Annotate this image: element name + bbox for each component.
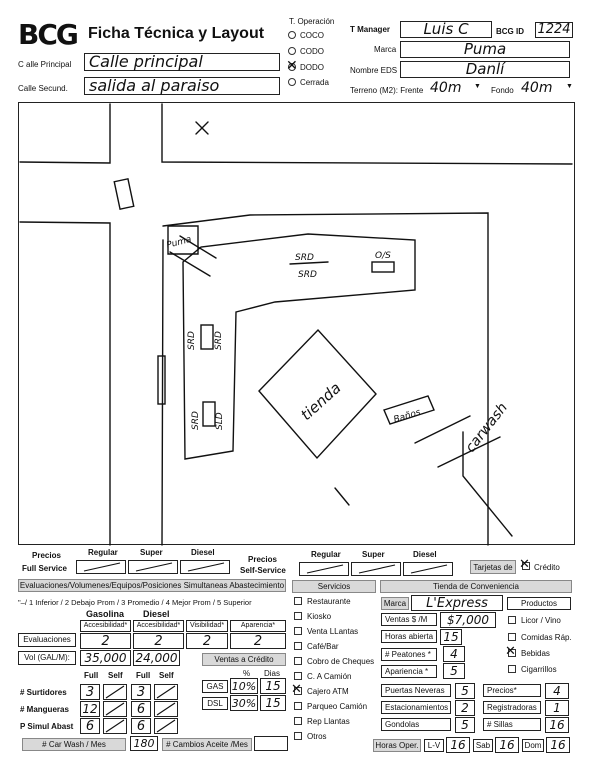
t-manager-label: T Manager: [350, 25, 391, 34]
lv-field[interactable]: 16: [446, 737, 470, 753]
srd-top-label: SRD: [295, 253, 314, 263]
dom-label: Dom: [522, 739, 544, 752]
checkbox-venta-llantas[interactable]: [294, 627, 302, 635]
servicio-ca-camion: C. A Camión: [307, 672, 352, 681]
peatones-field[interactable]: 4: [443, 646, 465, 662]
apariencia-tienda-field[interactable]: 5: [443, 663, 465, 679]
col-diesel-full: Diesel: [191, 548, 215, 557]
surtidores-label: # Surtidores: [20, 688, 67, 697]
producto-licor-vino: Licor / Vino: [521, 616, 561, 625]
lv-label: L-V: [424, 739, 444, 752]
gondolas-field[interactable]: 5: [455, 717, 475, 733]
sillas-label: # Sillas: [483, 718, 541, 731]
gas-credit-label: GAS: [202, 680, 228, 693]
estacionamientos-label: Estacionamientos: [381, 701, 451, 714]
full-service-label: Full Service: [22, 564, 67, 573]
pct-col-label: %: [243, 669, 251, 678]
puertas-neveras-label: Puertas Neveras: [381, 684, 451, 697]
servicio-restaurante: Restaurante: [307, 597, 351, 606]
servicio-parqueo-camion: Parqueo Camión: [307, 702, 368, 711]
sab-field[interactable]: 16: [495, 737, 519, 753]
mangueras-label: # Mangueras: [20, 705, 69, 714]
terreno-label: Terreno (M2): Frente: [350, 86, 424, 95]
checkbox-restaurante[interactable]: [294, 597, 302, 605]
surtidores-diesel-full[interactable]: 3: [131, 684, 151, 700]
estacionamientos-field[interactable]: 2: [455, 700, 475, 716]
col-regular-self: Regular: [311, 550, 341, 559]
apariencia-tienda-label: Apariencia *: [381, 665, 437, 678]
tarjetas-label: Tarjetas de: [470, 560, 516, 574]
cambios-aceite-field[interactable]: [254, 736, 288, 751]
calle-principal-label: C alle Principal: [18, 60, 72, 69]
bebidas-check-icon: ✕: [505, 644, 516, 659]
fondo-dropdown-icon[interactable]: ▼: [566, 83, 573, 90]
srd-low-label: SRD: [191, 411, 201, 430]
gasolina-label: Gasolina: [86, 609, 125, 619]
servicio-cafe-bar: Café/Bar: [307, 642, 339, 651]
cajero-atm-check-icon: ✕: [291, 682, 302, 697]
checkbox-cafe-bar[interactable]: [294, 642, 302, 650]
page-title: Ficha Técnica y Layout: [88, 25, 265, 42]
option-dodo-label: DODO: [300, 63, 324, 72]
simul-gas-full[interactable]: 6: [80, 718, 100, 734]
self-gas-col-label: Self: [108, 671, 123, 680]
fondo-label: Fondo: [491, 86, 514, 95]
vol-gas-field[interactable]: 35,000: [80, 650, 131, 666]
calle-secund-field[interactable]: salida al paraiso: [84, 77, 280, 95]
car-wash-field[interactable]: 180: [130, 736, 158, 751]
servicio-cobro-cheques: Cobro de Cheques: [307, 657, 375, 666]
servicio-venta-llantas: Venta LLantas: [307, 627, 359, 636]
horas-abierta-field[interactable]: 15: [440, 629, 462, 645]
evaluaciones-header: Evaluaciones/Volumenes/Equipos/Posiciones Simultaneas Abastecimiento: [19, 581, 285, 590]
accesibilidad-diesel-header: Accesibilidad*: [133, 620, 184, 632]
carwash-label: carwash: [462, 399, 511, 456]
checkbox-cigarrillos[interactable]: [508, 665, 516, 673]
os-label: O/S: [375, 251, 391, 261]
mangueras-diesel-full[interactable]: 6: [131, 701, 151, 717]
tienda-marca-label: Marca: [381, 597, 409, 610]
horas-oper-label: Horas Oper.: [373, 739, 421, 752]
dsl-credit-dias[interactable]: 15: [260, 695, 286, 711]
bcg-id-label: BCG ID: [496, 27, 524, 36]
dsl-credit-pct[interactable]: 30%: [231, 696, 257, 710]
banos-label: Baños: [392, 407, 422, 426]
car-wash-label: # Car Wash / Mes: [22, 738, 126, 751]
checkbox-ca-camion[interactable]: [294, 672, 302, 680]
tienda-marca-field[interactable]: L'Express: [411, 595, 503, 611]
col-regular-full: Regular: [88, 548, 118, 557]
dias-col-label: Dias: [264, 669, 281, 678]
credito-check-icon: ✕: [519, 557, 530, 572]
col-diesel-self: Diesel: [413, 550, 437, 559]
checkbox-comidas-rapidas[interactable]: [508, 633, 516, 641]
full-gas-col-label: Full: [84, 671, 99, 680]
eval-accesibilidad-gas[interactable]: 2: [80, 633, 131, 649]
t-manager-field[interactable]: Luis C: [400, 21, 492, 38]
surtidores-gas-full[interactable]: 3: [80, 684, 100, 700]
servicio-kiosko: Kiosko: [307, 612, 332, 621]
sld-low-label: SLD: [215, 412, 225, 430]
checkbox-parqueo-camion[interactable]: [294, 702, 302, 710]
productos-header: Productos: [507, 597, 571, 610]
option-codo-label: CODO: [300, 47, 324, 56]
srd-top-label-2: SRD: [298, 270, 317, 280]
frente-dropdown-icon[interactable]: ▼: [474, 83, 481, 90]
ventas-label: Ventas $ /M: [381, 613, 437, 626]
eval-visibilidad[interactable]: 2: [186, 633, 228, 649]
eval-accesibilidad-diesel[interactable]: 2: [133, 633, 184, 649]
evaluaciones-row-label: Evaluaciones: [18, 633, 76, 647]
srd-left-label-2: SRD: [214, 331, 224, 350]
sab-label: Sab: [473, 739, 493, 752]
x-mark-icon: ✕: [286, 58, 298, 74]
calle-principal-field[interactable]: Calle principal: [84, 53, 280, 71]
srd-left-label: SRD: [187, 331, 197, 350]
nombre-eds-field[interactable]: Danlí: [400, 61, 570, 78]
registradoras-field[interactable]: 1: [545, 700, 569, 716]
fondo-field[interactable]: 40m: [521, 80, 553, 96]
tienda-label: tienda: [297, 378, 345, 424]
precios-full-label: Precios: [32, 551, 61, 560]
gas-credit-pct[interactable]: 10%: [231, 679, 257, 693]
logo: BCG: [18, 18, 77, 51]
tienda-header: Tienda de Conveniencia: [380, 580, 572, 593]
option-coco-label: COCO: [300, 31, 324, 40]
scale-legend: "–/ 1 Inferior / 2 Debajo Prom / 3 Promedio / 4 Mejor Prom / 5 Superior: [18, 598, 252, 607]
gas-credit-dias[interactable]: 15: [260, 678, 286, 694]
servicio-rep-llantas: Rep Llantas: [307, 717, 350, 726]
apariencia-header: Aparencia*: [230, 620, 286, 632]
full-diesel-col-label: Full: [136, 671, 151, 680]
dom-field[interactable]: 16: [546, 737, 570, 753]
puma-sign-label: Puma: [165, 234, 193, 251]
ventas-credito-header: Ventas a Crédito: [202, 653, 286, 666]
col-super-full: Super: [140, 548, 163, 557]
registradoras-label: Registradoras: [483, 701, 541, 714]
servicio-otros: Otros: [307, 732, 327, 741]
vol-row-label: Vol (GAL/M):: [18, 651, 76, 665]
col-super-self: Super: [362, 550, 385, 559]
simul-diesel-full[interactable]: 6: [131, 718, 151, 734]
precios-self-label: Precios: [248, 555, 277, 564]
vol-diesel-field[interactable]: 24,000: [133, 650, 180, 666]
self-diesel-col-label: Self: [159, 671, 174, 680]
checkbox-rep-llantas[interactable]: [294, 717, 302, 725]
option-cerrada-label: Cerrada: [300, 78, 329, 87]
puertas-neveras-field[interactable]: 5: [455, 683, 475, 699]
sillas-field[interactable]: 16: [545, 717, 569, 733]
credito-label: Crédito: [534, 563, 560, 572]
precios-tienda-field[interactable]: 4: [545, 683, 569, 699]
checkbox-cobro-cheques[interactable]: [294, 657, 302, 665]
accesibilidad-gas-header: Accesibilidad*: [80, 620, 131, 632]
marca-label: Marca: [374, 45, 397, 54]
checkbox-licor-vino[interactable]: [508, 616, 516, 624]
ventas-field[interactable]: $7,000: [440, 612, 496, 628]
calle-secund-label: Calle Secund.: [18, 84, 68, 93]
producto-cigarrillos: Cigarrillos: [521, 665, 557, 674]
marca-field[interactable]: Puma: [400, 41, 570, 58]
gondolas-label: Gondolas: [381, 718, 451, 731]
diesel-label: Diesel: [143, 609, 170, 619]
visibilidad-header: Visibilidad*: [186, 620, 228, 632]
simul-abast-label: P Simul Abast: [20, 722, 74, 731]
checkbox-otros[interactable]: [294, 732, 302, 740]
producto-comidas-rapidas: Comidas Ráp.: [521, 633, 572, 642]
frente-field[interactable]: 40m: [430, 80, 462, 96]
nombre-eds-label: Nombre EDS: [350, 66, 398, 75]
cambios-aceite-label: # Cambios Aceite /Mes: [162, 738, 252, 751]
t-operacion-label: T. Operación: [289, 17, 335, 26]
servicio-cajero-atm: Cajero ATM: [307, 687, 349, 696]
peatones-label: # Peatones *: [381, 648, 437, 661]
producto-bebidas: Bebidas: [521, 649, 550, 658]
eval-apariencia[interactable]: 2: [230, 633, 286, 649]
self-service-label: Self-Service: [240, 566, 286, 575]
precios-tienda-label: Precios*: [483, 684, 541, 697]
bcg-id-field[interactable]: 1224: [535, 22, 573, 38]
dsl-credit-label: DSL: [202, 697, 228, 710]
horas-abierta-label: Horas abierta: [381, 630, 437, 643]
mangueras-gas-full[interactable]: 12: [80, 701, 100, 717]
servicios-header: Servicios: [292, 580, 376, 593]
checkbox-kiosko[interactable]: [294, 612, 302, 620]
